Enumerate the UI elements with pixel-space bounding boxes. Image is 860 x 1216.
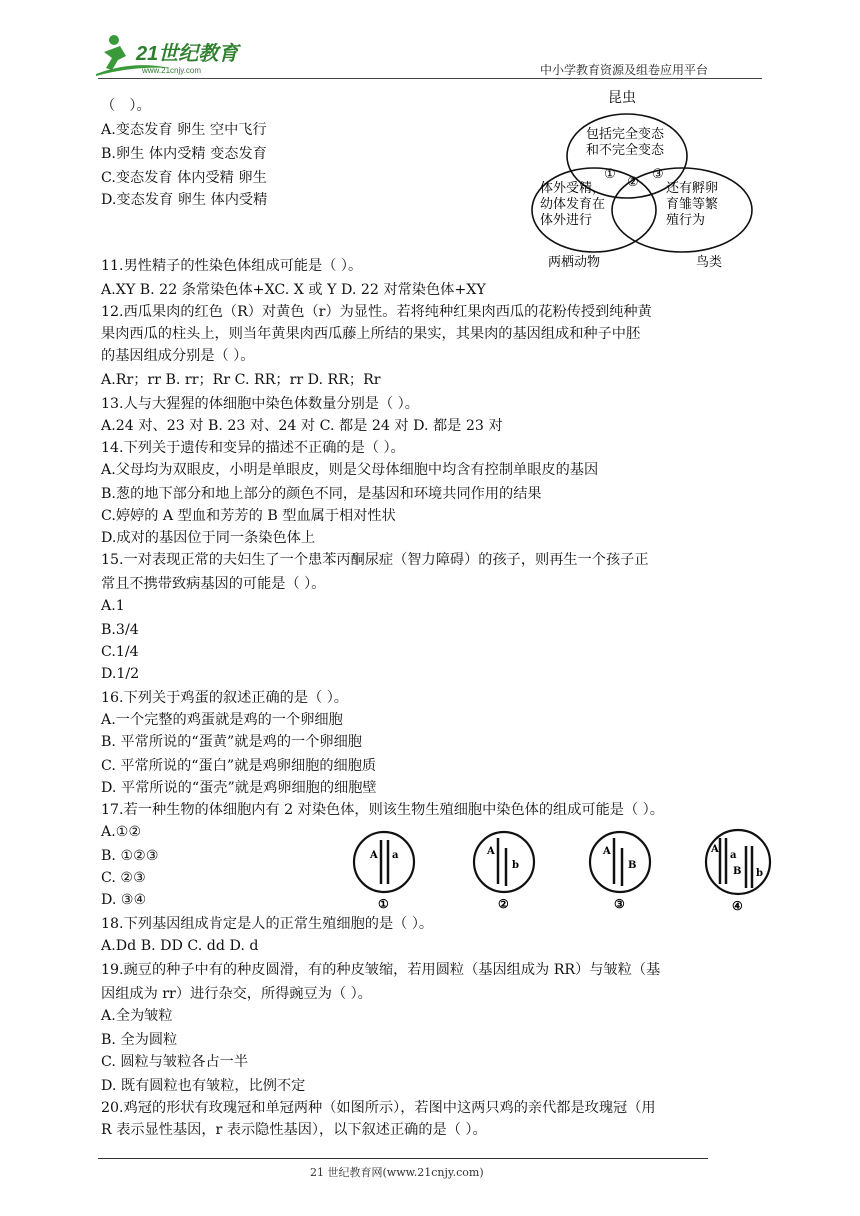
text-line: （ ）。: [101, 98, 151, 114]
svg-text:A: A: [711, 844, 719, 855]
svg-text:b: b: [756, 868, 763, 879]
text-line: A.Dd B. DD C. dd D. d: [101, 938, 259, 954]
text-line: 15.一对表现正常的夫妇生了一个患苯丙酮尿症（智力障碍）的孩子，则再生一个孩子正: [101, 552, 649, 568]
header-divider: [98, 78, 762, 79]
svg-text:A: A: [370, 850, 378, 861]
logo-text: 21世纪教育: [136, 43, 239, 65]
svg-text:B: B: [733, 866, 742, 877]
cell-2: [474, 832, 534, 911]
text-line: B. ①②③: [101, 848, 159, 864]
text-line: C.婷婷的 A 型血和芳芳的 B 型血属于相对性状: [101, 508, 396, 524]
cell-2-number: ②: [498, 897, 509, 911]
cell-3-number: ③: [614, 897, 625, 911]
text-line: C. 平常所说的“蛋白”就是鸡卵细胞的细胞质: [101, 758, 377, 774]
footer-text: 21 世纪教育网(www.21cnjy.com): [310, 1166, 484, 1179]
text-line: A.①②: [101, 824, 142, 840]
logo-url: www.21cnjy.com: [142, 66, 201, 75]
text-line: 20.鸡冠的形状有玫瑰冠和单冠两种（如图所示），若图中这两只鸡的亲代都是玫瑰冠（用: [101, 1100, 656, 1116]
text-line: 19.豌豆的种子中有的种皮圆滑，有的种皮皱缩，若用圆粒（基因组成为 RR）与皱粒（基: [101, 962, 661, 978]
venn-top-label: 昆虫: [608, 90, 636, 106]
text-line: A.Rr；rr B. rr；Rr C. RR；rr D. RR；Rr: [101, 372, 381, 388]
text-line: 14.下列关于遗传和变异的描述不正确的是（ ）。: [101, 440, 405, 456]
text-line: A.全为皱粒: [101, 1008, 173, 1024]
header-platform-name: 中小学教育资源及组卷应用平台: [540, 63, 709, 77]
venn-region-1: ①: [604, 167, 616, 182]
text-line: A.24 对、23 对 B. 23 对、24 对 C. 都是 24 对 D. 都是 23 对: [101, 418, 503, 434]
chromosome-cells-figure: [352, 828, 780, 912]
venn-bird-label: 鸟类: [696, 255, 723, 270]
svg-text:还有孵卵育雏等繁殖行为: 还有孵卵育雏等繁殖行为: [666, 181, 719, 228]
venn-diagram: [520, 86, 760, 272]
venn-top-line1: 包括完全变态: [586, 127, 665, 142]
text-line: C.1/4: [101, 644, 139, 660]
text-line: D. 平常所说的“蛋壳”就是鸡卵细胞的细胞壁: [101, 780, 377, 796]
svg-text:B: B: [628, 860, 637, 871]
text-line: A.1: [101, 598, 125, 614]
text-line: B. 全为圆粒: [101, 1032, 178, 1048]
cell-4: [706, 830, 770, 912]
text-line: R 表示显性基因，r 表示隐性基因），以下叙述正确的是（ ）。: [101, 1122, 487, 1138]
text-line: 12.西瓜果肉的红色（R）对黄色（r）为显性。若将纯种红果肉西瓜的花粉传授到纯种黄: [101, 304, 652, 320]
text-line: 13.人与大猩猩的体细胞中染色体数量分别是（ ）。: [101, 396, 419, 412]
text-line: C. 圆粒与皱粒各占一半: [101, 1054, 249, 1070]
svg-text:a: a: [730, 850, 737, 861]
text-line: 常且不携带致病基因的可能是（ ）。: [101, 576, 326, 592]
text-line: B.3/4: [101, 622, 139, 638]
svg-text:a: a: [392, 850, 399, 861]
text-line: 果肉西瓜的柱头上，则当年黄果肉西瓜藤上所结的果实，其果肉的基因组成和种子中胚: [101, 326, 641, 342]
text-line: 因组成为 rr）进行杂交，所得豌豆为（ ）。: [101, 986, 372, 1002]
text-line: C.变态发育 体内受精 卵生: [101, 170, 267, 186]
svg-text:b: b: [512, 860, 519, 871]
venn-amphibian-label: 两栖动物: [548, 255, 601, 270]
venn-region-3: ③: [652, 167, 664, 182]
svg-text:A: A: [487, 846, 495, 857]
text-line: 16.下列关于鸡蛋的叙述正确的是（ ）。: [101, 690, 348, 706]
text-line: 的基因组成分别是（ ）。: [101, 348, 255, 364]
text-line: C. ②③: [101, 870, 146, 886]
svg-text:体外受精，幼体发育在体外进行: 体外受精，幼体发育在体外进行: [540, 181, 606, 228]
text-line: A.一个完整的鸡蛋就是鸡的一个卵细胞: [101, 712, 343, 728]
text-line: D.成对的基因位于同一条染色体上: [101, 530, 316, 546]
venn-top-line2: 和不完全变态: [586, 143, 665, 158]
cell-4-number: ④: [732, 899, 743, 912]
text-line: D.1/2: [101, 666, 140, 682]
text-line: 17.若一种生物的体细胞内有 2 对染色体，则该生物生殖细胞中染色体的组成可能是（ ）。: [101, 802, 664, 818]
svg-text:A: A: [603, 846, 611, 857]
cell-1: [354, 832, 414, 911]
cell-1-number: ①: [378, 897, 389, 911]
text-line: D. 既有圆粒也有皱粒，比例不定: [101, 1078, 306, 1094]
text-line: B.葱的地下部分和地上部分的颜色不同，是基因和环境共同作用的结果: [101, 486, 542, 502]
svg-text:包括完全变态和不完全变态: [586, 126, 665, 158]
text-line: 18.下列基因组成肯定是人的正常生殖细胞的是（ ）。: [101, 916, 434, 932]
text-line: B.卵生 体内受精 变态发育: [101, 146, 267, 162]
text-line: A.变态发育 卵生 空中飞行: [101, 122, 267, 138]
text-line: 11.男性精子的性染色体组成可能是（ ）。: [101, 258, 363, 274]
text-line: B. 平常所说的“蛋黄”就是鸡的一个卵细胞: [101, 734, 362, 750]
cell-3: [590, 832, 650, 911]
text-line: D. ③④: [101, 892, 147, 908]
footer-divider: [98, 1158, 708, 1159]
text-line: A.父母均为双眼皮，小明是单眼皮，则是父母体细胞中均含有控制单眼皮的基因: [101, 462, 599, 478]
text-line: D.变态发育 卵生 体内受精: [101, 192, 268, 208]
site-logo: [92, 30, 262, 80]
venn-region-2: ②: [627, 175, 639, 190]
text-line: A.XY B. 22 条常染色体+XC. X 或 Y D. 22 对常染色体+XY: [101, 282, 486, 298]
